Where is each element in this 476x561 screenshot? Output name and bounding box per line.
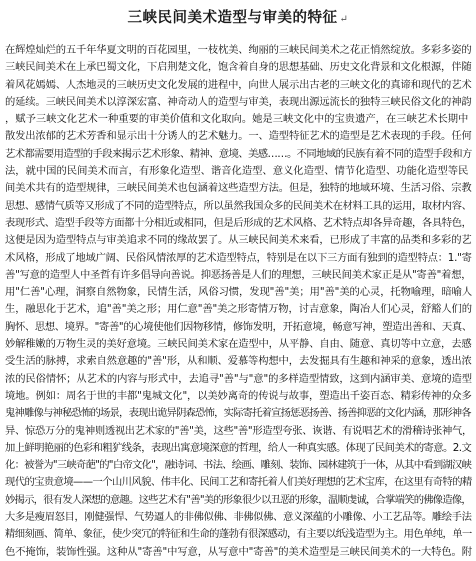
page-title xyxy=(0,8,476,30)
body-text-line: 胸怀、思想、境界。"寄善"的心境使他们因物移情，修饰发明，开拓意境，畅意写神，塑造出善和、天真、 xyxy=(5,320,472,333)
body-text-line: 术风格，形成了地域广阔、民俗风情浓厚的艺术造型特点，特别是在以下三方面有独到的造型特点：1."寄 xyxy=(5,251,472,264)
document-body xyxy=(5,42,472,561)
body-text-line: 生，融思化于艺术，追"善"美之形；用仁意"善"美之形寄情万物，讨吉意象，陶冶人们心灵，舒豁人们的 xyxy=(5,303,472,316)
body-text-line: 间美术共有的造型规律，三峡民间美术也包涵着这些造型方法。但是，独特的地域环境、生活习俗、宗教 xyxy=(5,182,472,195)
title-text: 三峡民间美术造型与审美的特征 xyxy=(127,9,338,26)
body-text-line: 境地。例如：周名于世的丰都"鬼城文化"，以美妙离奇的传说与故事，塑造出千姿百态、精彩传神的众多 xyxy=(5,389,472,402)
body-text-line: 表现形式、造型手段等方面都十分相近或相同，但是后形成的艺术风格、艺术特点却各异奇趣，各具特色， xyxy=(5,216,472,229)
body-text-line: 精细刻画、简单、象征，使少突冗的特征和生命的蓬勃有很深感动，有主要以纸浅造型为主。用色单纯，单一 xyxy=(5,528,472,541)
body-text-line: 三峡民间美术在上承巴蜀文化，下启荆楚文化，饱含着自身的思想基础、历史文化背景和文化根源，伴随 xyxy=(5,61,472,74)
body-text-line: 这便是因为造型特点与审美追求不同的缘故罢了。从三峡民间美术来看，已形成了丰富的品类和多彩的艺 xyxy=(5,234,472,247)
body-text-line: 艺术都需要用造型的手段来揭示艺术形象、精神、意境、美感……。不同地域的民族有着不同的造型手段和方 xyxy=(5,147,472,160)
body-text-line: 加上鲜明艳丽的色彩和粗犷线条，表现出寓意境深意的哲理，给人一种真实感。体现了民间美术的寄意。2.文 xyxy=(5,441,472,454)
body-text-line: 散发出浓郁的艺术芳香和显示出十分诱人的艺术魅力。一、造型特征艺术的造型是艺术表现的手段。任何 xyxy=(5,130,472,143)
body-text-line: 化：被誉为"三峡奇葩"的"白帝文化"，融诗词、书法、绘画、雕刻、装饰、园林建筑于一体，从其中看到湖汉峡 xyxy=(5,459,472,472)
body-text-line: 鬼神雕像与神秘恐怖的场景，表现出诡异阴森恐怖，实际寄托着宣扬惩恶扬善、扬善抑恶的文化内涵，那形神各 xyxy=(5,407,471,420)
body-text-line: 异、惊恐万分的鬼神则透视出艺术家的"善"美，这些"善"形造型夸张、诙谐、有说唱艺术的滑稽诗张神气， xyxy=(5,424,472,437)
body-text-line: 色不掩饰，装饰性强。这种从"寄善"中写意，从写意中"寄善"的美术造型是三峡民间美术的一大特色。附 xyxy=(5,545,472,558)
body-text-line: 受生活的脉搏，求索自然意趣的"善"形，从和顺、爱慕等构想中，去发掘具有生趣和神采的意象，透出浓 xyxy=(5,355,472,368)
body-text-line: 妙解稚嫩的万物生灵的美好意境。三峡民间美术家在造型中，从平静、自由、随意、真切等中立意，去感 xyxy=(5,338,472,351)
body-text-line: 大多是瘦眉怒目，刚健强悍、气势逼人的非佛似佛、非佛似佛、意义深蕴的小雕像、小工艺品等。雕绘手法 xyxy=(5,511,472,524)
body-text-line: 妙揭示，很有发人深想的意趣。这些艺术有"善"美的形象很少以丑恶的形象，温顺虔诚，合掌端笑的佛像造像， xyxy=(5,493,471,506)
body-text-line: 的延续。三峡民间美术以淳深宏富、神奇动人的造型与审美，表现出源远流长的独特三峡民俗文化的神韵 xyxy=(5,95,472,108)
body-text-line: 在辉煌灿烂的五千年华夏文明的百花园里，一枝枕美、绚丽的三峡民间美术之花正悄然绽放。多彩多姿的 xyxy=(5,44,472,56)
body-text-line: 现代的宝贵意境——一个山川风貌、伟丰化、民间工艺和寄托着人们美好理想的艺术宝库，在这里有奇特的精 xyxy=(5,476,472,489)
body-text-line: 着风花嫣嫣、人杰地灵的三峡历史文化发展的进程中，向世人展示出古老的三峡文化的真谛和现代的艺术 xyxy=(5,78,472,91)
body-text-line: 浓的民俗情怀；从艺术的内容与形式中，去追寻"善"与"意"的多样造型情致，这到内涵审美、意境的造型 xyxy=(5,372,472,385)
body-text-line: 法，就中国的民间美术而言，有形象化造型、谐音化造型、意义化造型、情节化造型、功能化造型等民 xyxy=(5,165,469,178)
body-text-line: 善"写意的造型人中圣哲有许多倡导向善说。抑恶扬善是人们的理想，三峡民间美术家正是从"寄善"着想， xyxy=(5,268,472,281)
body-text-line: 用"仁善"心理，洞察自然物象，民情生活，风俗习惯，发现"善"美；用"善"美的心灵，托物喻理，暗喻人 xyxy=(5,286,472,299)
body-text-line: 思想、感情气质等又形成了不同的造型特点，所以虽然我国众多的民间美术在材料工具的运用，取材内容、 xyxy=(5,199,472,212)
body-text-line: ，赋予三峡文化艺术一种重要的审美价值和文化取向。她是三峡文化中的宝贵遗产，在三峡艺术长期中 xyxy=(5,113,469,126)
paragraph-mark-icon: ↵ xyxy=(339,14,349,25)
